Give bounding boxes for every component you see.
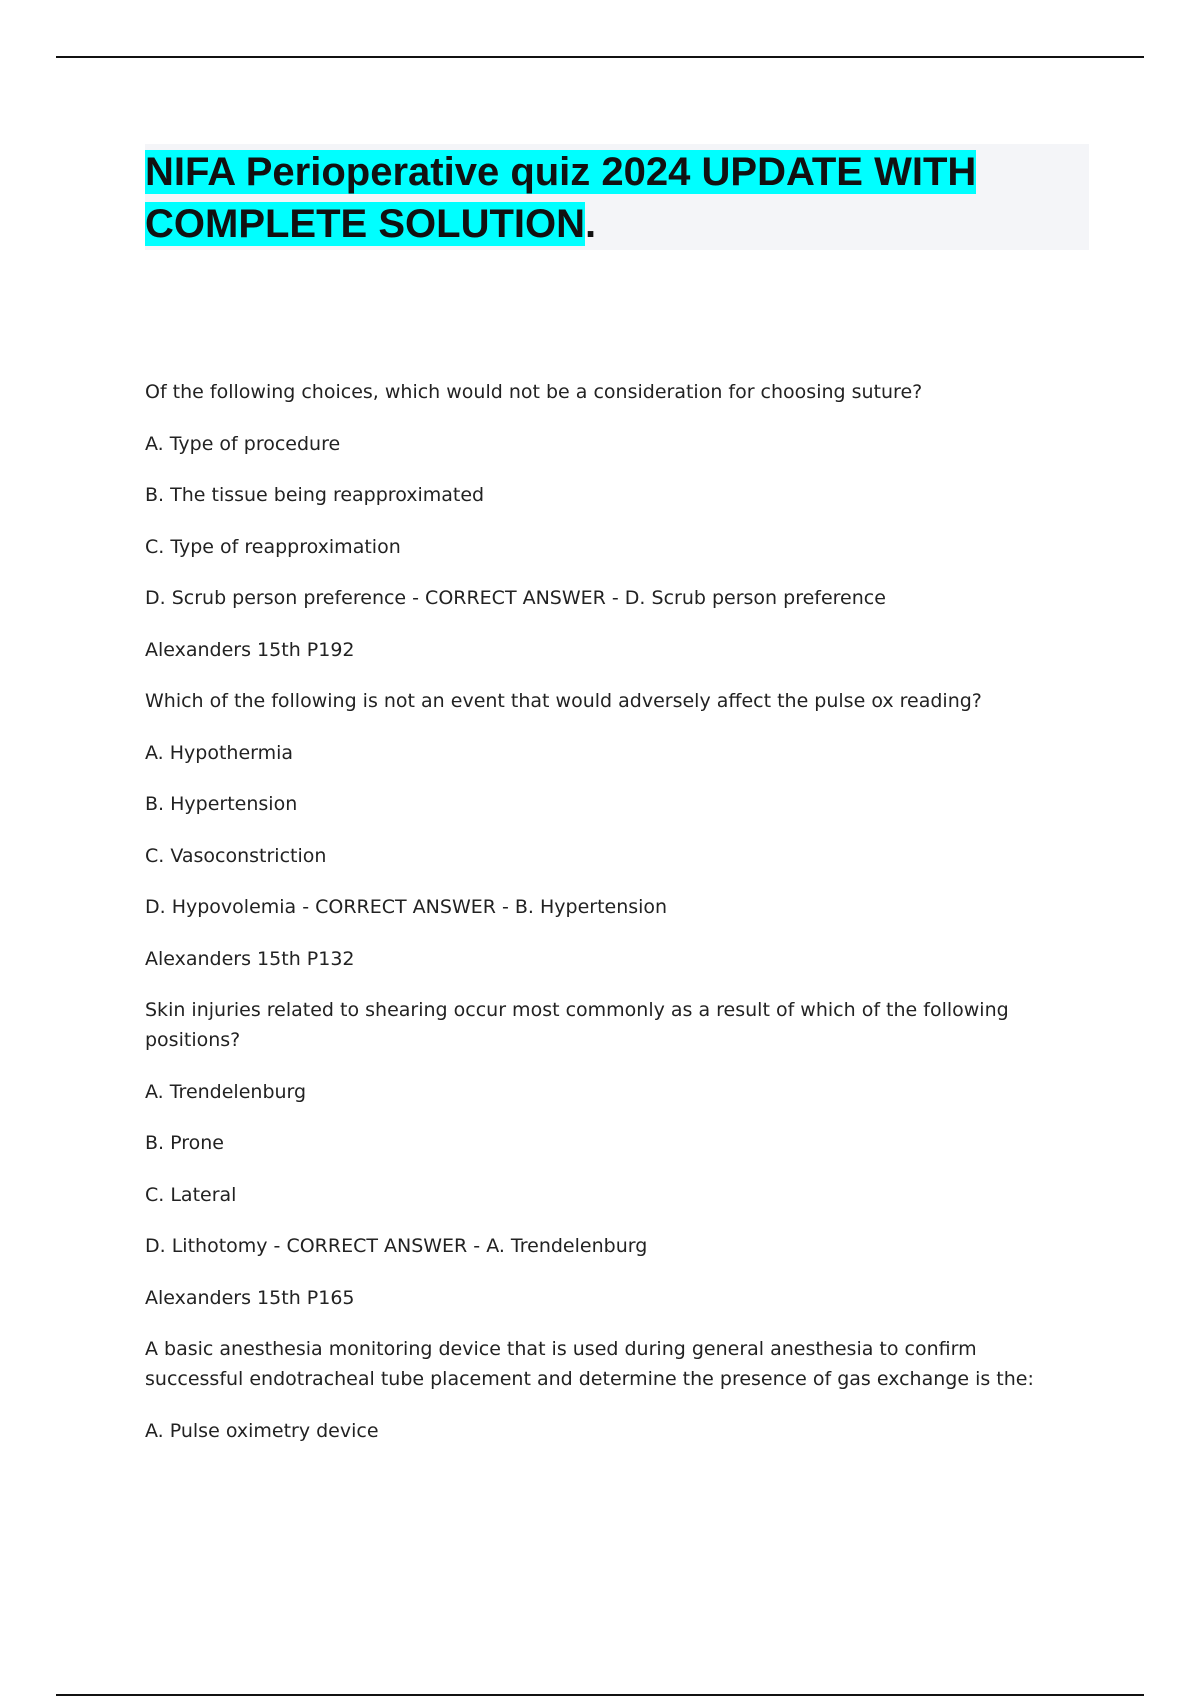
answer-option: B. The tissue being reapproximated — [145, 484, 485, 506]
question-text: Which of the following is not an event that would adversely affect the pulse ox reading? — [145, 690, 982, 712]
answer-option-with-correct-answer: D. Scrub person preference - CORRECT ANSWER - D. Scrub person preference — [145, 587, 886, 609]
question-text: Skin injuries related to shearing occur most commonly as a result of which of the following positions? — [145, 999, 1009, 1051]
question-text: Of the following choices, which would not be a consideration for choosing suture? — [145, 381, 923, 403]
top-rule — [56, 56, 1144, 58]
bottom-rule — [56, 1694, 1144, 1696]
title-highlighted-text: NIFA Perioperative quiz 2024 UPDATE WITH COMPLETE SOLUTION — [145, 150, 977, 246]
answer-option: C. Lateral — [145, 1183, 237, 1206]
document-body — [145, 377, 1075, 1467]
answer-option: A. Type of procedure — [145, 432, 341, 455]
answer-option: B. Hypertension — [145, 793, 298, 815]
question-text: A basic anesthesia monitoring device that is used during general anesthesia to confirm successful endotracheal tube placement and determine the presence of gas exchange is the: — [145, 1338, 1034, 1390]
reference-citation: Alexanders 15th P192 — [145, 638, 355, 661]
answer-option: B. Prone — [145, 1132, 224, 1154]
answer-option: A. Trendelenburg — [145, 1080, 307, 1103]
answer-option: A. Pulse oximetry device — [145, 1419, 379, 1442]
answer-option-with-correct-answer: D. Hypovolemia - CORRECT ANSWER - B. Hypertension — [145, 896, 668, 918]
title-tail: . — [585, 202, 597, 246]
answer-option: A. Hypothermia — [145, 741, 294, 764]
document-title — [145, 146, 1095, 250]
answer-option: C. Type of reapproximation — [145, 535, 401, 558]
reference-citation: Alexanders 15th P132 — [145, 947, 355, 970]
answer-option: C. Vasoconstriction — [145, 844, 327, 867]
answer-option-with-correct-answer: D. Lithotomy - CORRECT ANSWER - A. Trendelenburg — [145, 1235, 648, 1257]
reference-citation: Alexanders 15th P165 — [145, 1286, 355, 1309]
